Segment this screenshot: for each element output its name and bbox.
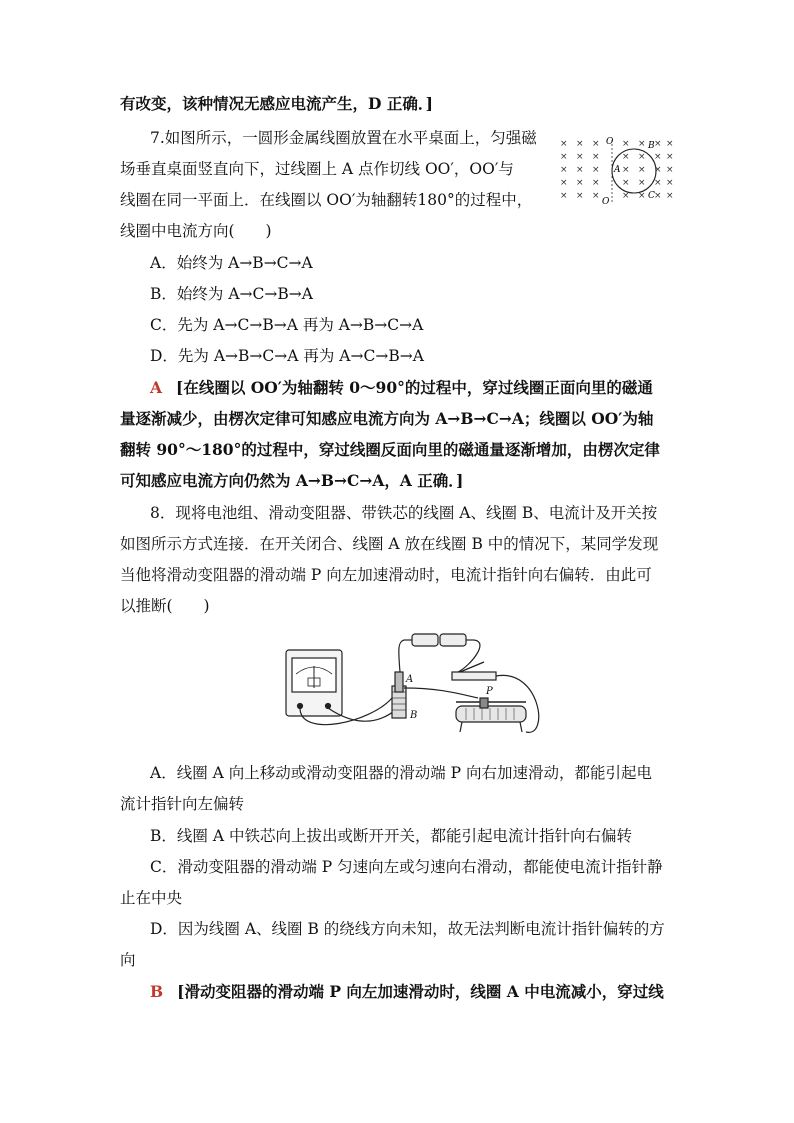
field-mark: ×: [666, 165, 674, 175]
magnetic-field-coil-figure: [556, 134, 674, 208]
field-mark: ×: [654, 165, 662, 175]
field-mark: ×: [666, 139, 674, 149]
text-line: 量逐渐减少，由楞次定律可知感应电流方向为 A→B→C→A；线圈以 OO′为轴: [120, 409, 654, 428]
question-7: 7.如图所示，一圆形金属线圈放置在水平桌面上，匀强磁: [150, 129, 537, 147]
text-line: 翻转 90°～180°的过程中，穿过线圈反面向里的磁通量逐渐增加，由楞次定律: [120, 440, 660, 459]
field-mark: ×: [622, 191, 630, 201]
battery-cell: [412, 634, 438, 646]
field-mark: ×: [592, 191, 600, 201]
text-line: 流计指针向左偏转: [120, 795, 245, 813]
field-mark: ×: [622, 178, 630, 188]
text-line: 向: [120, 951, 136, 969]
label-b: B: [410, 710, 418, 721]
label-b: B: [648, 141, 655, 151]
label-p: P: [486, 686, 493, 697]
field-mark: ×: [638, 139, 646, 149]
switch: [452, 672, 496, 680]
question-8: 8．现将电池组、滑动变阻器、带铁芯的线圈 A、线圈 B、电流计及开关按: [150, 504, 658, 522]
text-line: 可知感应电流方向仍然为 A→B→C→A，A 正确．]: [120, 471, 464, 490]
field-mark: ×: [576, 152, 584, 162]
field-mark: ×: [654, 152, 662, 162]
field-mark: ×: [654, 178, 662, 188]
field-mark: ×: [592, 152, 600, 162]
option-a: A．线圈 A 向上移动或滑动变阻器的滑动端 P 向右加速滑动，都能引起电: [150, 764, 653, 782]
field-mark: ×: [576, 165, 584, 175]
answer-explanation: [150, 982, 664, 1002]
field-mark: ×: [592, 165, 600, 175]
field-mark: ×: [638, 165, 646, 175]
text-line: 场垂直桌面竖直向下，过线圈上 A 点作切线 OO′，OO′与: [120, 160, 514, 178]
label-a: A: [406, 674, 414, 685]
text-line: 当他将滑动变阻器的滑动端 P 向左加速滑动时，电流计指针向右偏转．由此可: [120, 566, 652, 584]
label-c: C: [648, 191, 655, 201]
field-mark: ×: [654, 191, 662, 201]
option-a: A．始终为 A→B→C→A: [150, 254, 313, 272]
circuit-apparatus-figure: [280, 628, 550, 750]
text-line: 如图所示方式连接．在开关闭合、线圈 A 放在线圈 B 中的情况下，某同学发现: [120, 535, 659, 553]
field-mark: ×: [560, 178, 568, 188]
field-mark: ×: [592, 139, 600, 149]
field-mark: ×: [654, 139, 662, 149]
field-mark: ×: [576, 191, 584, 201]
field-mark: ×: [576, 178, 584, 188]
explanation-text: [在线圈以 OO′为轴翻转 0～90°的过程中，穿过线圈正面向里的磁通: [176, 378, 653, 397]
field-mark: ×: [622, 139, 630, 149]
field-mark: ×: [666, 178, 674, 188]
explanation-text: [滑动变阻器的滑动端 P 向左加速滑动时，线圈 A 中电流减小，穿过线: [177, 982, 664, 1001]
label-o-bottom: O: [602, 197, 610, 207]
label-a: A: [614, 165, 621, 175]
option-d: D．先为 A→B→C→A 再为 A→C→B→A: [150, 347, 424, 365]
option-d: D．因为线圈 A、线圈 B 的绕线方向未知，故无法判断电流计指针偏转的方: [150, 920, 665, 938]
option-b: B．始终为 A→C→B→A: [150, 285, 313, 303]
field-mark: ×: [666, 191, 674, 201]
battery-cell: [440, 634, 466, 646]
text-line: 线圈在同一平面上．在线圈以 OO′为轴翻转180°的过程中，: [120, 191, 533, 209]
field-mark: ×: [622, 152, 630, 162]
field-mark: ×: [638, 178, 646, 188]
field-mark: ×: [576, 139, 584, 149]
rheostat: [456, 706, 526, 722]
answer-key: A: [150, 378, 163, 397]
field-mark: ×: [560, 165, 568, 175]
option-c: C．滑动变阻器的滑动端 P 匀速向左或匀速向右滑动，都能使电流计指针静: [150, 858, 663, 876]
coil-a: [395, 672, 403, 692]
text-line: 以推断( ): [120, 597, 210, 615]
rheostat-slider: [480, 698, 488, 708]
field-mark: ×: [560, 139, 568, 149]
text-line: 线圈中电流方向( ): [120, 222, 272, 240]
field-mark: ×: [622, 165, 630, 175]
option-b: B．线圈 A 中铁芯向上拔出或断开开关，都能引起电流计指针向右偏转: [150, 827, 632, 845]
field-mark: ×: [666, 152, 674, 162]
field-mark: ×: [560, 152, 568, 162]
text-line: 止在中央: [120, 889, 183, 907]
text-line: 有改变，该种情况无感应电流产生，D 正确．]: [120, 94, 433, 113]
label-o-top: O: [606, 137, 614, 147]
field-mark: ×: [638, 191, 646, 201]
answer-explanation: [150, 378, 653, 398]
field-mark: ×: [592, 178, 600, 188]
option-c: C．先为 A→C→B→A 再为 A→B→C→A: [150, 316, 424, 334]
field-mark: ×: [560, 191, 568, 201]
field-mark: ×: [638, 152, 646, 162]
answer-key: B: [150, 982, 164, 1001]
